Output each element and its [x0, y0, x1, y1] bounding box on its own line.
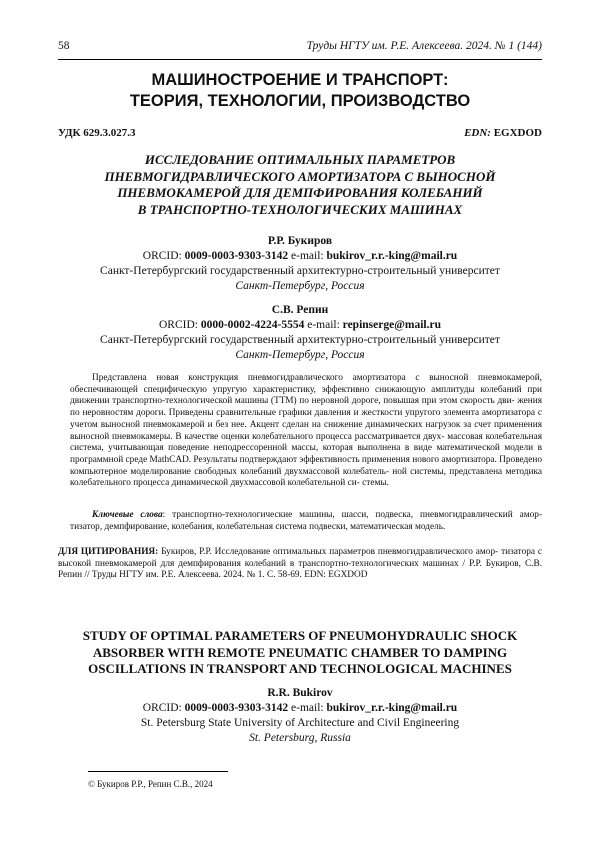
abstract-line: Представлена новая конструкция пневмогидравлического амортизатора с выносной пневмокамерой, [92, 373, 542, 383]
author-contacts [58, 249, 542, 264]
title-line: ABSORBER WITH REMOTE PNEUMATIC CHAMBER TO DAMPING [92, 644, 508, 660]
header-rule [58, 59, 542, 60]
author-name: С.В. Репин [271, 304, 329, 316]
edn-label: EDN: [464, 127, 491, 139]
author-contacts [58, 318, 542, 333]
author-city: St. Petersburg, Russia [249, 732, 351, 744]
author-city: Санкт-Петербург, Россия [235, 280, 365, 292]
keywords-ru [70, 510, 542, 533]
journal-citation: Труды НГТУ им. Р.Е. Алексеева. 2024. № 1 (144) [306, 40, 542, 52]
author-contacts [58, 701, 542, 716]
orcid-label: ORCID: [142, 250, 182, 262]
abstract-line: ной системы, представлена методика колебательного процесса динамической двухмассовой колебательной си- [70, 466, 542, 489]
abstract-line: нового амортизатора. Проведено компьютерное моделирование свободных колебаний двухмассовой колебатель- [70, 454, 543, 477]
title-line: ПНЕВМОГИДРАВЛИЧЕСКОГО АМОРТИЗАТОРА С ВЫНОСНОЙ [104, 168, 496, 184]
abstract-line: движении транспортно-технологической машины (ТТМ) по неровной дороге, повышая при этом скорость дви- [70, 396, 515, 407]
author-name: Р.Р. Букиров [267, 235, 333, 247]
email-link[interactable]: repinserge@mail.ru [342, 319, 441, 331]
email-label: e-mail: [291, 702, 324, 714]
citation-text: Букиров, Р.Р. Исследование оптимальных параметров пневмогидравлического амор- [158, 547, 499, 557]
abstract-line: математической модели в программной среде MathCAD. Результаты подтверждают эффективность применения [70, 443, 542, 465]
title-line: ИССЛЕДОВАНИЕ ОПТИМАЛЬНЫХ ПАРАМЕТРОВ [144, 152, 456, 167]
section-title-line: МАШИНОСТРОЕНИЕ И ТРАНСПОРТ: [151, 71, 449, 89]
title-line: ПНЕВМОКАМЕРОЙ ДЛЯ ДЕМПФИРОВАНИЯ КОЛЕБАНИЙ [117, 185, 483, 200]
copyright-footnote: © Букиров Р.Р., Репин С.В., 2024 [88, 779, 213, 789]
email-label: e-mail: [291, 250, 324, 262]
orcid-label: ORCID: [142, 702, 182, 714]
author-block-2 [58, 303, 542, 363]
author-affiliation: Санкт-Петербургский государственный архитектурно-строительный университет [100, 265, 500, 277]
orcid-label: ORCID: [158, 319, 198, 331]
abstract-line: массовая колебательная система, учитывающая поведение неподрессоренной массы, которая выполнена в виде [70, 431, 542, 454]
title-line: STUDY OF OPTIMAL PARAMETERS OF PNEUMOHYDRAULIC SHOCK [82, 628, 518, 643]
abstract-line: амортизатора с учетом выносной пневмокамерой и без нее. Акцент сделан на снижение динамических нагрузок [70, 408, 542, 430]
edn-value: EGXDOD [493, 127, 542, 139]
abstract-line: стемы. [362, 478, 389, 489]
citation-text: тизатора с высокой пневмокамерой для демпфирования колебаний в транспортно-технологических машинах / [58, 547, 542, 569]
author-name: R.R. Bukirov [267, 687, 333, 699]
orcid-link[interactable]: 0000-0002-4224-5554 [200, 319, 305, 331]
section-title-line: ТЕОРИЯ, ТЕХНОЛОГИИ, ПРОИЗВОДСТВО [129, 92, 471, 110]
running-header [58, 40, 542, 56]
keywords-text: тизатор, демпфирование, колебания, колебательная система подвески, математическая модель. [70, 521, 446, 532]
footnote-rule [88, 771, 228, 772]
author-affiliation: St. Petersburg State University of Architecture and Civil Engineering [140, 717, 460, 729]
classification-row [58, 127, 542, 141]
author-affiliation: Санкт-Петербургский государственный архитектурно-строительный университет [100, 334, 500, 346]
abstract-ru [70, 373, 542, 490]
author-city: Санкт-Петербург, Россия [235, 349, 365, 361]
article-title-en [58, 628, 542, 678]
article-title-ru [58, 152, 542, 218]
keywords-text: : транспортно-технологические машины, шасси, подвеска, пневмогидравлический амор- [162, 510, 542, 520]
abstract-line: жения по неровностям дороги. Приведены сравнительные графики давления и жесткости упругого элемента [70, 396, 543, 419]
edn-code [464, 127, 542, 139]
title-line: OSCILLATIONS IN TRANSPORT AND TECHNOLOGICAL MACHINES [88, 661, 512, 676]
author-block-en [58, 686, 542, 746]
citation-label: ДЛЯ ЦИТИРОВАНИЯ: [58, 547, 159, 557]
orcid-link[interactable]: 0009-0003-9303-3142 [184, 702, 289, 714]
abstract-line: обеспечивающей специфическую упругую характеристику, эффективно снижающую амплитуды колебаний при [70, 384, 542, 395]
keywords-label: Ключевые слова [92, 510, 163, 520]
orcid-link[interactable]: 0009-0003-9303-3142 [184, 250, 289, 262]
title-line: В ТРАНСПОРТНО-ТЕХНОЛОГИЧЕСКИХ МАШИНАХ [137, 201, 463, 217]
author-block-1 [58, 234, 542, 294]
citation-text: Р.Р. Букиров, С.В. Репин // Труды НГТУ им. Р.Е. Алексеева. 2024. № 1. С. 58-69. EDN: EGXDOD [58, 558, 543, 581]
email-label: e-mail: [307, 319, 340, 331]
section-title [58, 70, 542, 112]
email-link[interactable]: bukirov_r.r.-king@mail.ru [326, 702, 458, 714]
udk-code: УДК 629.3.027.3 [58, 127, 136, 139]
abstract-line: за счет применения выносной пневмокамеры. В качестве оценки колебательного процесса рассматривается двух- [70, 419, 542, 442]
page-number: 58 [58, 40, 70, 52]
email-link[interactable]: bukirov_r.r.-king@mail.ru [326, 250, 458, 262]
citation-block [58, 547, 542, 582]
